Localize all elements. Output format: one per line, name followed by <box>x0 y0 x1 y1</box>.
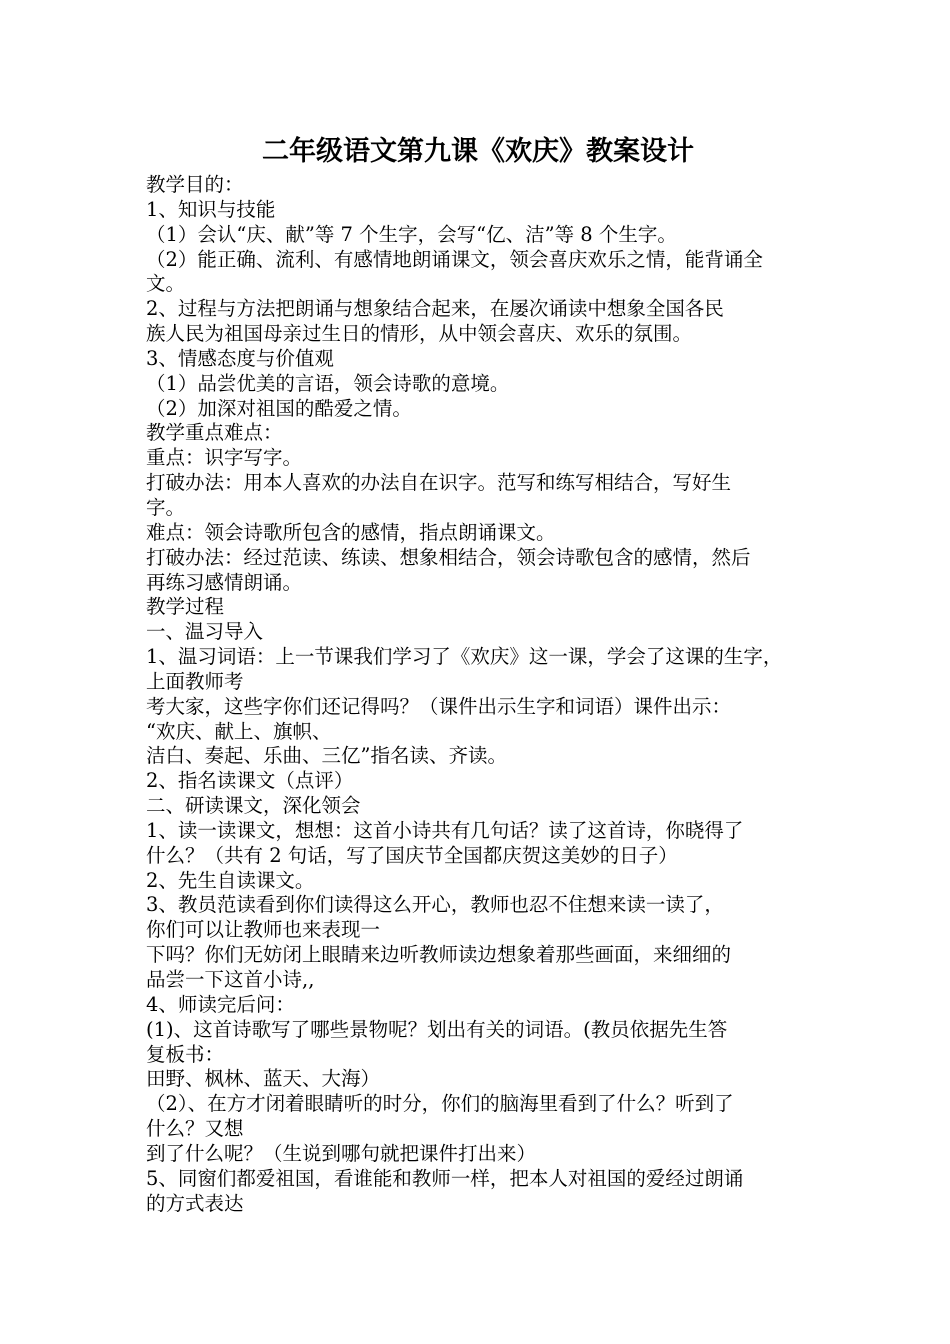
text-line: 一、温习导入 <box>146 620 264 644</box>
text-line: 二、研读课文，深化领会 <box>146 794 361 818</box>
text-line: （2）、在方才闭着眼睛听的时分，你们的脑海里看到了什么？听到了 <box>146 1092 734 1116</box>
text-line: 5、同窗们都爱祖国，看谁能和教师一样，把本人对祖国的爱经过朗诵 <box>146 1166 744 1190</box>
text-line: (1)、这首诗歌写了哪些景物呢？划出有关的词语。(教员依据先生答 <box>146 1017 728 1041</box>
text-line: 你们可以让教师也来表现一 <box>146 918 381 942</box>
text-line: （2）能正确、流利、有感情地朗诵课文，领会喜庆欢乐之情，能背诵全 <box>146 247 763 271</box>
text-line: 文。 <box>146 272 186 296</box>
text-line: 2、过程与方法把朗诵与想象结合起来，在屡次诵读中想象全国各民 <box>146 297 724 321</box>
text-line: 教学目的： <box>146 173 244 196</box>
text-line: 再练习感情朗诵。 <box>146 570 303 594</box>
text-line: 教学过程 <box>146 595 225 619</box>
text-line: 1、知识与技能 <box>146 197 276 221</box>
text-line: （1）会认“庆、献”等 7 个生字，会写“亿、洁”等 8 个生字。 <box>146 222 677 246</box>
text-line: 2、先生自读课文。 <box>146 868 315 892</box>
text-line: 难点：领会诗歌所包含的感情，指点朗诵课文。 <box>146 520 556 544</box>
text-line: 洁白、奏起、乐曲、三亿”指名读、齐读。 <box>146 744 507 768</box>
text-line: （2）加深对祖国的酷爱之情。 <box>146 396 412 420</box>
text-line: 字。 <box>146 495 186 519</box>
text-line: 复板书： <box>146 1042 225 1066</box>
text-line: 2、指名读课文（点评） <box>146 769 354 793</box>
text-line: 重点：识字写字。 <box>146 446 303 470</box>
text-line: 3、情感态度与价值观 <box>146 346 334 370</box>
text-line: 1、温习词语：上一节课我们学习了《欢庆》这一课，学会了这课的生字， <box>146 645 783 669</box>
text-line: 什么？又想 <box>146 1117 244 1141</box>
text-line: 1、读一读课文，想想：这首小诗共有几句话？读了这首诗，你晓得了 <box>146 818 744 842</box>
text-line: 考大家，这些字你们还记得吗？（课件出示生字和词语）课件出示： <box>146 694 732 718</box>
text-line: （1）品尝优美的言语，领会诗歌的意境。 <box>146 371 510 395</box>
document-page <box>146 133 810 1216</box>
text-line: 3、教员范读看到你们读得这么开心，教师也忍不住想来读一读了， <box>146 893 724 917</box>
text-line: 到了什么呢？（生说到哪句就把课件打出来） <box>146 1141 537 1165</box>
text-line: 品尝一下这首小诗,, <box>146 968 315 991</box>
text-line: 4、师读完后问： <box>146 992 295 1016</box>
text-line: 教学重点难点： <box>146 421 283 445</box>
text-line: 的方式表达 <box>146 1191 244 1215</box>
text-line: 族人民为祖国母亲过生日的情形，从中领会喜庆、欢乐的氛围。 <box>146 322 693 346</box>
text-line: 打破办法：用本人喜欢的办法自在识字。范写和练写相结合，写好生 <box>146 471 732 495</box>
text-line: 田野、枫林、蓝天、大海） <box>146 1067 381 1091</box>
page-title: 二年级语文第九课《欢庆》教案设计 <box>262 136 694 167</box>
text-line: 打破办法：经过范读、练读、想象相结合，领会诗歌包含的感情，然后 <box>146 545 751 569</box>
text-line: “欢庆、献上、旗帜、 <box>146 719 332 743</box>
text-line: 什么？（共有 2 句话，写了国庆节全国都庆贺这美妙的日子） <box>146 843 678 867</box>
text-line: 下吗？你们无妨闭上眼睛来边听教师读边想象着那些画面，来细细的 <box>146 943 732 967</box>
text-line: 上面教师考 <box>146 669 244 693</box>
document-body <box>146 173 810 1216</box>
